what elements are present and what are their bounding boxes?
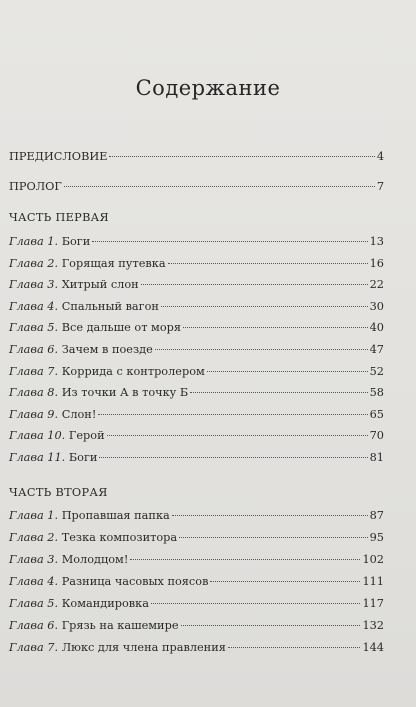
leader-dots — [141, 284, 368, 285]
leader-dots — [181, 625, 361, 626]
chapter-title: Все дальше от моря — [61, 321, 181, 335]
chapter-title: Разница часовых поясов — [61, 575, 209, 588]
toc-entry — [9, 553, 384, 567]
chapter-number: Глава 6. — [9, 343, 59, 356]
leader-dots — [92, 241, 367, 242]
chapter-title: Коррида с контролером — [61, 364, 205, 378]
chapter-number: Глава 5. — [9, 321, 59, 335]
leader-dots — [99, 457, 367, 458]
chapter-title: Командировка — [61, 597, 149, 610]
toc-entry — [9, 597, 384, 611]
toc-entry — [9, 641, 384, 655]
leader-dots — [210, 581, 360, 582]
chapter-number: Глава 7. — [9, 641, 59, 654]
chapter-title: Молодцом! — [61, 553, 129, 566]
chapter-number: Глава 2. — [9, 256, 59, 270]
entry-page: 95 — [369, 531, 384, 544]
entry-page: 30 — [369, 299, 384, 313]
chapter-number: Глава 1. — [9, 509, 59, 522]
page-title: Содержание — [135, 76, 281, 100]
leader-dots — [64, 186, 375, 187]
chapter-title: Грязь на кашемире — [61, 619, 179, 632]
chapter-number: Глава 3. — [9, 553, 59, 566]
entry-page: 87 — [369, 509, 384, 522]
entry-page: 65 — [369, 407, 384, 421]
toc-entry — [9, 321, 384, 335]
chapter-number: Глава 4. — [9, 575, 59, 588]
leader-dots — [107, 435, 368, 436]
part-heading: ЧАСТЬ ВТОРАЯ — [9, 486, 108, 499]
toc-entry — [9, 451, 384, 465]
chapter-title: Боги — [61, 235, 91, 248]
chapter-number: Глава 9. — [9, 407, 59, 421]
entry-page: 81 — [369, 451, 384, 464]
entry-page: 22 — [369, 278, 384, 292]
chapter-title: Из точки А в точку Б — [61, 386, 189, 400]
chapter-title: Спальный вагон — [61, 299, 159, 313]
chapter-number: Глава 10. — [9, 429, 66, 443]
entry-page: 52 — [369, 364, 384, 378]
entry-label: ПРОЛОГ — [9, 180, 62, 193]
leader-dots — [190, 392, 367, 393]
chapter-title: Люкс для члена правления — [61, 641, 226, 654]
toc-entry — [9, 429, 384, 443]
chapter-number: Глава 6. — [9, 619, 59, 632]
toc-entry-prologue — [9, 180, 384, 194]
entry-page: 4 — [376, 150, 384, 163]
leader-dots — [151, 603, 360, 604]
entry-page: 7 — [376, 180, 384, 193]
chapter-number: Глава 5. — [9, 597, 59, 610]
toc-entry — [9, 257, 384, 271]
leader-dots — [130, 559, 360, 560]
leader-dots — [228, 647, 361, 648]
leader-dots — [161, 306, 368, 307]
chapter-number: Глава 4. — [9, 299, 59, 313]
toc-entry — [9, 575, 384, 589]
toc-entry — [9, 509, 384, 523]
chapter-title: Зачем в поезде — [61, 343, 153, 356]
chapter-number: Глава 3. — [9, 278, 59, 292]
entry-page: 132 — [362, 619, 384, 632]
entry-page: 16 — [369, 256, 384, 270]
chapter-number: Глава 1. — [9, 235, 59, 248]
chapter-title: Хитрый слон — [61, 278, 139, 292]
leader-dots — [179, 537, 367, 538]
chapter-number: Глава 11. — [9, 451, 66, 464]
leader-dots — [155, 349, 368, 350]
entry-page: 144 — [362, 641, 384, 654]
entry-page: 111 — [362, 575, 384, 588]
toc-entry — [9, 343, 384, 357]
entry-page: 58 — [369, 386, 384, 400]
chapter-title: Слон! — [61, 407, 97, 421]
part-heading: ЧАСТЬ ПЕРВАЯ — [9, 211, 109, 224]
leader-dots — [207, 371, 368, 372]
entry-page: 70 — [369, 429, 384, 443]
entry-page: 47 — [369, 343, 384, 356]
toc-entry — [9, 235, 384, 249]
chapter-title: Пропавшая папка — [61, 509, 170, 522]
toc-entry — [9, 619, 384, 633]
entry-label: ПРЕДИСЛОВИЕ — [9, 150, 108, 163]
chapter-title: Герой — [68, 429, 105, 443]
entry-page: 13 — [369, 235, 384, 248]
toc-entry — [9, 278, 384, 292]
chapter-title: Боги — [68, 451, 98, 464]
chapter-title: Тезка композитора — [61, 531, 178, 544]
leader-dots — [183, 327, 368, 328]
toc-entry-preface — [9, 150, 384, 164]
chapter-number: Глава 7. — [9, 364, 59, 378]
leader-dots — [168, 263, 368, 264]
leader-dots — [109, 156, 374, 157]
toc-entry — [9, 300, 384, 314]
toc-entry — [9, 365, 384, 379]
entry-page: 102 — [362, 553, 384, 566]
toc-entry — [9, 386, 384, 400]
leader-dots — [172, 515, 368, 516]
entry-page: 40 — [369, 321, 384, 335]
chapter-number: Глава 2. — [9, 531, 59, 544]
toc-entry — [9, 408, 384, 422]
entry-page: 117 — [362, 597, 384, 610]
toc-entry — [9, 531, 384, 545]
chapter-title: Горящая путевка — [61, 256, 166, 270]
leader-dots — [98, 414, 367, 415]
chapter-number: Глава 8. — [9, 386, 59, 400]
